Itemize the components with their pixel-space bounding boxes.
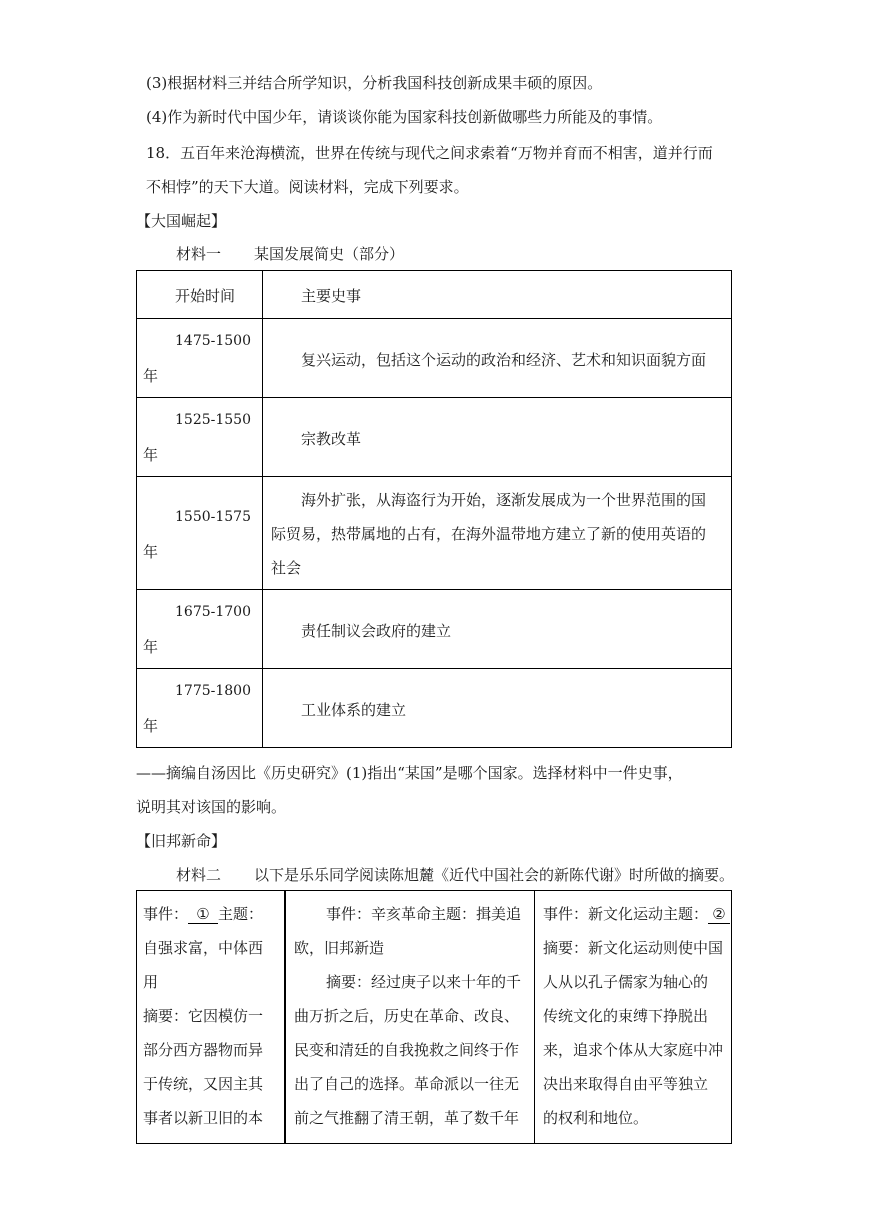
- material-2-label: 材料二: [176, 866, 222, 884]
- blank-1: ①: [188, 905, 218, 924]
- column-header-main-events: 主要史事: [301, 287, 362, 305]
- table-row: [137, 590, 732, 669]
- row-event-line: 社会: [271, 559, 302, 577]
- row-year-unit: 年: [143, 543, 159, 561]
- event-theme-label: 事件：新文化运动主题：: [543, 905, 709, 923]
- summary-line: 部分西方器物而异: [143, 1041, 264, 1059]
- summary-table: [136, 890, 732, 1144]
- column-header-start-time: 开始时间: [175, 287, 236, 305]
- summary-line: 民变和清廷的自我挽救之间终于作: [294, 1041, 520, 1059]
- source-line-2: 说明其对该国的影响。: [136, 798, 287, 816]
- material-1-label: 材料一: [176, 245, 222, 263]
- table-row: [137, 398, 732, 477]
- summary-line: 欧，旧邦新造: [294, 939, 385, 957]
- table-row: [137, 319, 732, 398]
- question-18-line2: 不相悖”的天下大道。阅读材料，完成下列要求。: [146, 178, 469, 196]
- summary-line: 摘要：经过庚子以来十年的千: [326, 973, 522, 991]
- table-header-row: [137, 271, 732, 319]
- summary-line: 前之气推翻了清王朝，革了数千年: [294, 1109, 520, 1127]
- summary-line: 的权利和地位。: [543, 1109, 649, 1127]
- summary-line: 摘要：它因模仿一: [143, 1007, 264, 1025]
- row-event: 工业体系的建立: [301, 701, 407, 719]
- blank-2: ②: [708, 905, 730, 924]
- summary-line: 人从以孔子儒家为轴心的: [543, 973, 709, 991]
- westernization-column: [137, 891, 284, 1143]
- question-18-line1: 18．五百年来沧海横流，世界在传统与现代之间求索着“万物并育而不相害，道并行而: [146, 144, 713, 162]
- section-heading-rise: 【大国崛起】: [136, 212, 227, 230]
- summary-line: 决出来取得自由平等独立: [543, 1075, 709, 1093]
- row-year-unit: 年: [143, 638, 159, 656]
- row-event: 复兴运动，包括这个运动的政治和经济、艺术和知识面貌方面: [301, 351, 707, 369]
- row-year: 1550-1575: [175, 509, 251, 525]
- material-2-title: 以下是乐乐同学阅读陈旭麓《近代中国社会的新陈代谢》时所做的摘要。: [254, 866, 735, 884]
- theme-label: 主题：: [218, 905, 264, 923]
- summary-line: 于传统，又因主其: [143, 1075, 264, 1093]
- summary-line: 摘要：新文化运动则使中国: [543, 939, 724, 957]
- material-1-title: 某国发展简史（部分）: [254, 245, 405, 263]
- table-row: [137, 477, 732, 590]
- question-4: (4)作为新时代中国少年，请谈谈你能为国家科技创新做哪些力所能及的事情。: [146, 108, 663, 126]
- summary-line: 事件：辛亥革命主题：揖美追: [326, 905, 522, 923]
- xinhai-column: [286, 891, 534, 1143]
- history-table: [136, 270, 732, 748]
- source-line-1: ——摘编自汤因比《历史研究》(1)指出“某国”是哪个国家。选择材料中一件史事，: [136, 764, 683, 782]
- event-label: 事件：: [143, 905, 189, 923]
- summary-line: 曲万折之后，历史在革命、改良、: [294, 1007, 520, 1025]
- row-event: 宗教改革: [301, 430, 362, 448]
- row-event-line: 际贸易，热带属地的占有，在海外温带地方建立了新的使用英语的: [271, 525, 707, 543]
- row-event: 责任制议会政府的建立: [301, 622, 452, 640]
- row-year-unit: 年: [143, 446, 159, 464]
- summary-line: 来，追求个体从大家庭中冲: [543, 1041, 724, 1059]
- summary-line: 传统文化的束缚下挣脱出: [543, 1007, 709, 1025]
- row-year: 1525-1550: [175, 412, 251, 428]
- summary-line: 自强求富，中体西: [143, 939, 264, 957]
- section-heading-new-mission: 【旧邦新命】: [136, 832, 227, 850]
- new-culture-column: [535, 891, 731, 1143]
- row-event-line: 海外扩张，从海盗行为开始，逐渐发展成为一个世界范围的国: [301, 491, 707, 509]
- summary-line: 出了自己的选择。革命派以一往无: [294, 1075, 520, 1093]
- row-year-unit: 年: [143, 367, 159, 385]
- question-3: (3)根据材料三并结合所学知识，分析我国科技创新成果丰硕的原因。: [146, 74, 603, 92]
- row-year-unit: 年: [143, 717, 159, 735]
- table-row: [137, 669, 732, 748]
- summary-line: 事者以新卫旧的本: [143, 1109, 264, 1127]
- row-year: 1775-1800: [175, 683, 251, 699]
- row-year: 1675-1700: [175, 604, 251, 620]
- summary-line: 用: [143, 973, 159, 991]
- table-row: [137, 891, 732, 1144]
- row-year: 1475-1500: [175, 333, 251, 349]
